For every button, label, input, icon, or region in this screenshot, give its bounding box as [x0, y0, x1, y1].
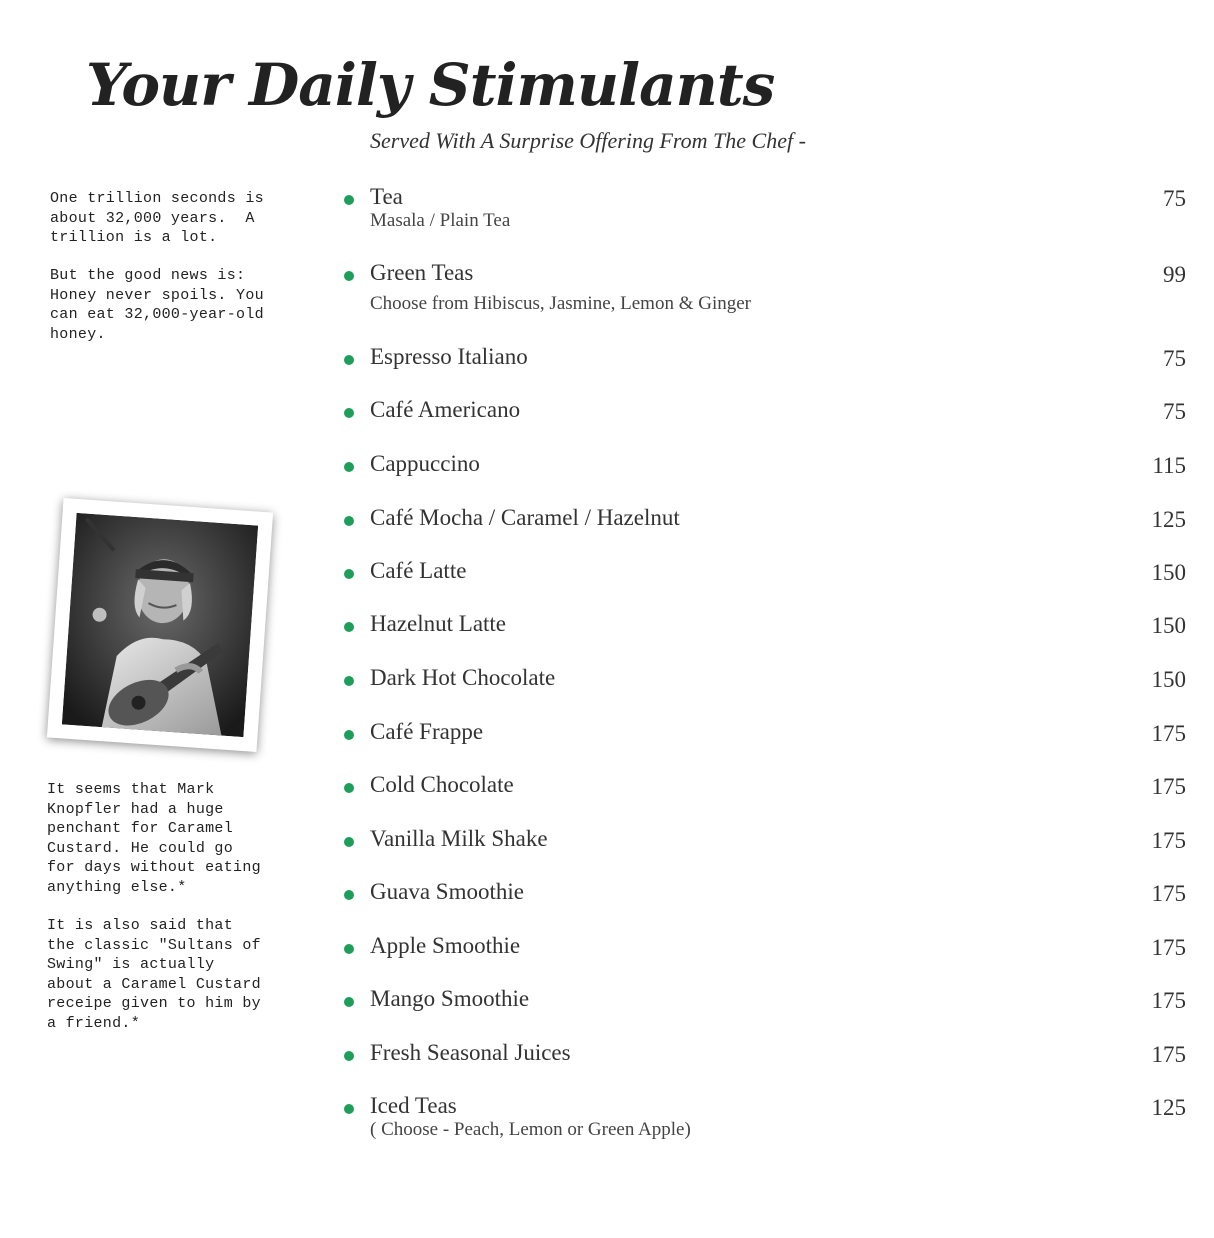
bullet-icon [344, 944, 354, 954]
bullet-icon [344, 1051, 354, 1061]
item-price: 125 [1151, 1095, 1186, 1120]
menu-subtitle: Served With A Surprise Offering From The Chef - [370, 128, 806, 153]
item-price: 175 [1151, 881, 1186, 906]
bullet-icon [344, 783, 354, 793]
item-name: Apple Smoothie [370, 933, 521, 958]
item-price: 175 [1151, 1042, 1186, 1067]
page-title: Your Daily Stimulants [86, 50, 775, 119]
item-name: Iced Teas [370, 1093, 457, 1118]
item-name: Mango Smoothie [370, 986, 530, 1011]
item-price: 125 [1151, 507, 1186, 532]
item-price: 150 [1151, 667, 1186, 692]
item-price: 175 [1151, 935, 1186, 960]
item-price: 150 [1151, 560, 1186, 585]
bullet-icon [344, 1104, 354, 1114]
item-name: Espresso Italiano [370, 344, 528, 369]
bullet-icon [344, 730, 354, 740]
item-price: 75 [1163, 346, 1186, 371]
item-price: 175 [1151, 774, 1186, 799]
item-name: Fresh Seasonal Juices [370, 1040, 571, 1065]
item-name: Café Frappe [370, 719, 484, 744]
item-name: Café Mocha / Caramel / Hazelnut [370, 505, 680, 530]
item-price: 175 [1151, 721, 1186, 746]
bullet-icon [344, 997, 354, 1007]
bullet-icon [344, 837, 354, 847]
item-price: 115 [1152, 453, 1186, 478]
item-price: 150 [1151, 613, 1186, 638]
item-description: Masala / Plain Tea [370, 210, 511, 231]
item-name: Guava Smoothie [370, 879, 524, 904]
item-name: Green Teas [370, 260, 474, 285]
bullet-icon [344, 271, 354, 281]
item-price: 99 [1163, 262, 1186, 287]
item-price: 75 [1163, 399, 1186, 424]
item-name: Cold Chocolate [370, 772, 514, 797]
bullet-icon [344, 195, 354, 205]
trivia-note-sultans: It is also said that the classic "Sultans of Swing" is actually about a Caramel Custard receipe given to him by a friend.* [47, 917, 261, 1032]
item-name: Cappuccino [370, 451, 480, 476]
bullet-icon [344, 462, 354, 472]
item-name: Dark Hot Chocolate [370, 665, 556, 690]
item-price: 75 [1163, 186, 1186, 211]
bullet-icon [344, 676, 354, 686]
item-name: Hazelnut Latte [370, 611, 507, 636]
trivia-note-trillion: One trillion seconds is about 32,000 years. A trillion is a lot. [50, 190, 264, 246]
item-name: Vanilla Milk Shake [370, 826, 548, 851]
item-name: Café Americano [370, 397, 521, 422]
item-description: ( Choose - Peach, Lemon or Green Apple) [370, 1119, 691, 1140]
item-price: 175 [1151, 988, 1186, 1013]
item-name: Tea [370, 184, 403, 209]
bullet-icon [344, 569, 354, 579]
item-price: 175 [1151, 828, 1186, 853]
bullet-icon [344, 516, 354, 526]
bullet-icon [344, 408, 354, 418]
item-description: Choose from Hibiscus, Jasmine, Lemon & Ginger [370, 293, 752, 314]
bullet-icon [344, 355, 354, 365]
bullet-icon [344, 622, 354, 632]
bullet-icon [344, 890, 354, 900]
item-name: Café Latte [370, 558, 467, 583]
trivia-note-knopfler: It seems that Mark Knopfler had a huge penchant for Caramel Custard. He could go for days without eating anything else.* [47, 781, 261, 896]
trivia-note-honey: But the good news is: Honey never spoils. You can eat 32,000-year-old honey. [50, 267, 264, 343]
